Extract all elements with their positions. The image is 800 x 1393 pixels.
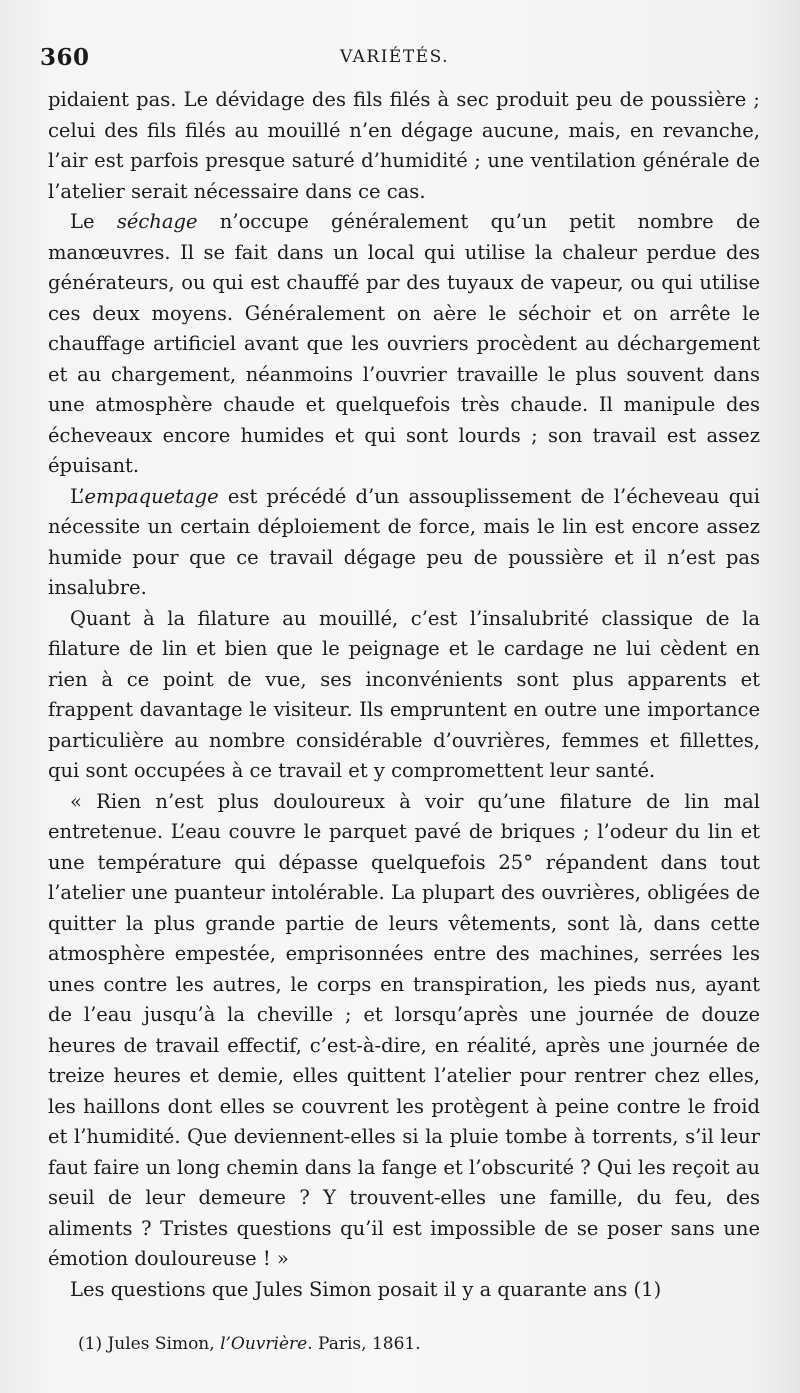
paragraph-text: est précédé d’un assouplissement de l’écheveau qui nécessite un certain déploiement de force, mais le lin est encore assez humide pour que ce travail dégage peu de poussière et il n’est pas insalubre. xyxy=(48,484,760,599)
paragraph-filature-au-mouillé xyxy=(48,604,760,787)
paragraph-lead: L’ xyxy=(70,484,85,508)
footnote xyxy=(78,1332,758,1356)
running-head: VARIÉTÉS. xyxy=(340,47,450,67)
footnote-marker: (1) Jules Simon, xyxy=(78,1334,221,1354)
footnote-title: l’Ouvrière xyxy=(220,1334,308,1354)
paragraph-lead: Le xyxy=(70,210,117,233)
paragraph-dévidage xyxy=(48,85,760,207)
paragraph-text: Quant à la filature au mouillé, c’est l’insalubrité classique de la filature de lin et bien que le peignage et le cardage ne lui cèdent en rien à ce point de vue, ses inconvénients sont plus apparents et frappent davantage le visiteur. Ils empruntent en outre une importance particulière au nombre considérable d’ouvrières, femmes et fillettes, qui sont occupées à ce travail et y compromettent leur santé. xyxy=(48,606,760,782)
paragraph-text: Les questions que Jules Simon posait il y a quarante ans (1) xyxy=(70,1277,662,1301)
footnote-rest: . Paris, 1861. xyxy=(307,1334,421,1354)
paragraph-text: n’occupe généralement qu’un petit nombre de manœuvres. Il se fait dans un local qui utilise la chaleur perdue des générateurs, ou qui est chauffé par des tuyaux de vapeur, ou qui utilise ces deux moyens. Généralement on aère le séchoir et on arrête le chauffage artificiel avant que les ouvriers procèdent au déchargement et au chargement, néanmoins l’ouvrier travaille le plus souvent dans une atmosphère chaude et quelquefois très chaude. Il manipule des écheveaux encore humides et qui sont lourds ; son travail est assez épuisant. xyxy=(48,210,760,477)
paragraph-jules-simon xyxy=(48,1275,760,1306)
paragraph-text: « Rien n’est plus douloureux à voir qu’une filature de lin mal entretenue. L’eau couvre le parquet pavé de briques ; l’odeur du lin et une température qui dépasse quelquefois 25° répandent dans tout l’atelier une puanteur intolérable. La plupart des ouvrières, obligées de quitter la plus grande partie de leurs vêtements, sont là, dans cette atmosphère empestée, emprisonnées entre des machines, serrées les unes contre les autres, le corps en transpiration, les pieds nus, ayant de l’eau jusqu’à la cheville ; et lorsqu’après une journée de douze heures de travail effectif, c’est-à-dire, en réalité, après une journée de treize heures et demie, elles quittent l’atelier pour rentrer chez elles, les haillons dont elles se couvrent les protègent à peine contre le froid et l’humidité. Que deviennent-elles si la pluie tombe à torrents, s’il leur faut faire un long chemin dans la fange et l’obscurité ? Qui les reçoit au seuil de leur demeure ? Y trouvent-elles une famille, du feu, des aliments ? Tristes questions qu’il est impossible de se poser sans une émotion douloureuse ! » xyxy=(48,789,760,1270)
paragraph-séchage xyxy=(48,207,760,482)
page-body xyxy=(48,85,760,1305)
paragraph-lead-italic: empaquetage xyxy=(84,484,219,508)
page-number: 360 xyxy=(40,44,90,71)
paragraph-quotation xyxy=(48,787,760,1275)
paragraph-lead-italic: séchage xyxy=(116,210,198,233)
page-header xyxy=(40,44,760,74)
paragraph-text: pidaient pas. Le dévidage des fils filés à sec produit peu de poussière ; celui des fils filés au mouillé n’en dégage aucune, mais, en revanche, l’air est parfois presque saturé d’humidité ; une ventilation générale de l’atelier serait nécessaire dans ce cas. xyxy=(48,88,760,203)
paragraph-empaquetage xyxy=(48,482,760,604)
